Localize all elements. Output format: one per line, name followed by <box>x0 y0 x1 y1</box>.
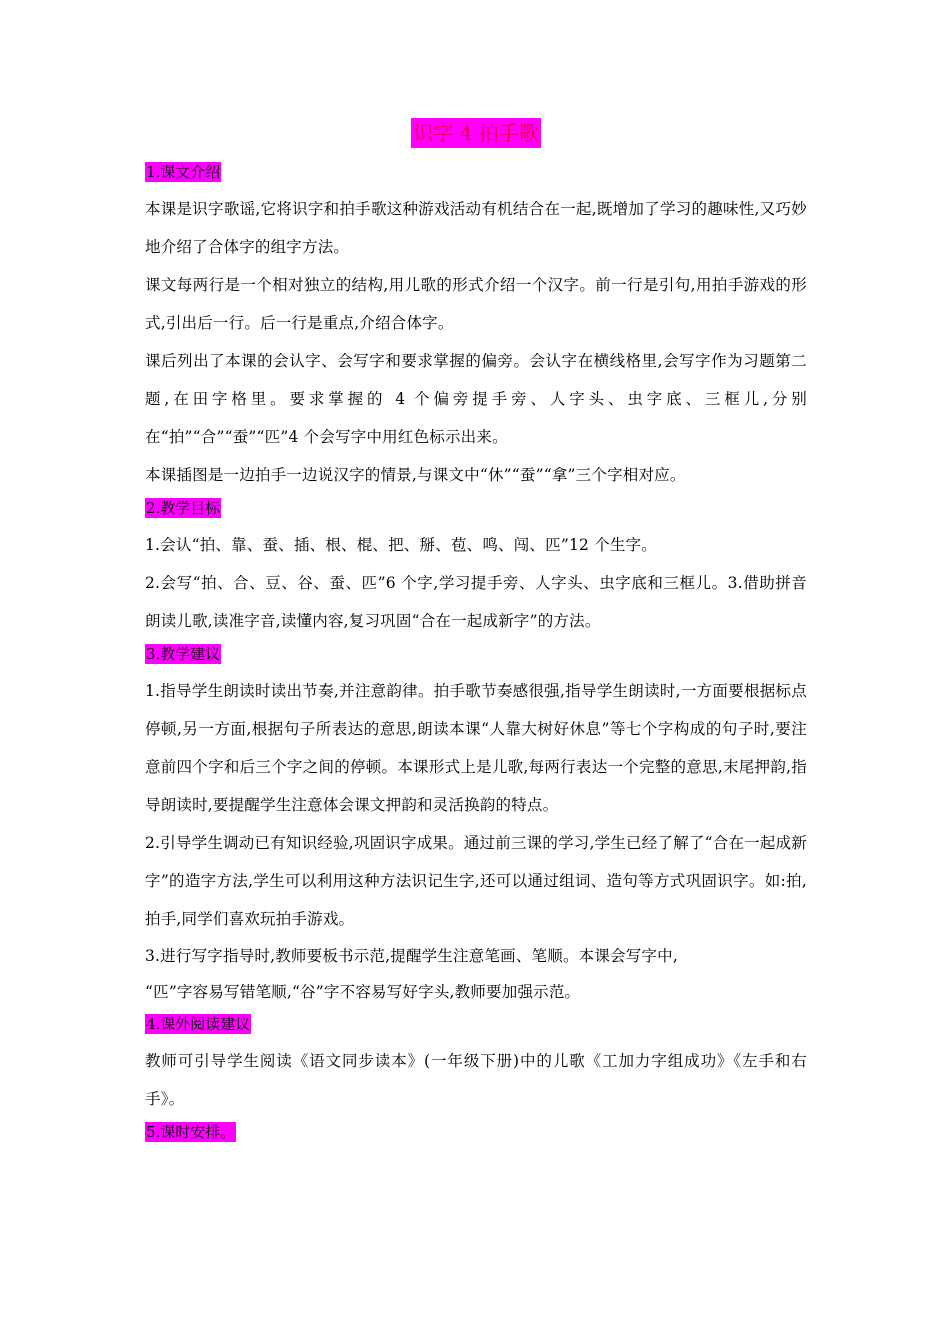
section-goals <box>145 494 807 640</box>
section-reading <box>145 1010 807 1118</box>
section-schedule <box>145 1118 807 1150</box>
page-title: 识字 4 拍手歌 <box>411 118 540 148</box>
paragraph: “匹”字容易写错笔顺,“谷”字不容易写好字头,教师要加强示范。 <box>145 983 581 1001</box>
paragraph: 教师可引导学生阅读《语文同步读本》(一年级下册)中的儿歌《工加力字组成功》《左手和右手》。 <box>145 1052 807 1108</box>
paragraph: 2.会写“拍、合、豆、谷、蚕、匹”6 个字,学习提手旁、人字头、虫字底和三框儿。3.借助拼音朗读儿歌,读准字音,读懂内容,复习巩固“合在一起成新字”的方法。 <box>145 574 807 630</box>
paragraph: 2.引导学生调动已有知识经验,巩固识字成果。通过前三课的学习,学生已经了解了“合在一起成新字”的造字方法,学生可以利用这种方法识记生字,还可以通过组词、造句等方式巩固识字。如:拍,拍手,同学们喜欢玩拍手游戏。 <box>145 834 807 928</box>
paragraph: 本课插图是一边拍手一边说汉字的情景,与课文中“休”“蚕”“拿”三个字相对应。 <box>145 466 686 484</box>
section-heading: 1.课文介绍 <box>146 163 221 181</box>
section-heading: 2.教学目标 <box>146 499 221 517</box>
paragraph: 3.进行写字指导时,教师要板书示范,提醒学生注意笔画、笔顺。本课会写字中, <box>145 947 678 965</box>
paragraph: 课后列出了本课的会认字、会写字和要求掌握的偏旁。会认字在横线格里,会写字作为习题第二题,在田字格里。要求掌握的 4 个偏旁提手旁、人字头、虫字底、三框儿,分别在“拍”“合”“蚕”“匹”4 个会写字中用红色标示出来。 <box>145 352 807 446</box>
section-suggestions <box>145 640 807 1010</box>
section-heading: 4.课外阅读建议 <box>146 1015 251 1033</box>
section-heading: 5.课时安排。 <box>146 1123 236 1141</box>
document-page <box>145 118 807 1150</box>
paragraph: 1.会认“拍、靠、蚕、插、根、棍、把、掰、苞、鸣、闯、匹”12 个生字。 <box>145 536 657 554</box>
paragraph: 本课是识字歌谣,它将识字和拍手歌这种游戏活动有机结合在一起,既增加了学习的趣味性,又巧妙地介绍了合体字的组字方法。 <box>145 200 807 256</box>
title-row <box>145 118 807 158</box>
paragraph: 课文每两行是一个相对独立的结构,用儿歌的形式介绍一个汉字。前一行是引句,用拍手游戏的形式,引出后一行。后一行是重点,介绍合体字。 <box>145 276 807 332</box>
section-heading: 3.教学建议 <box>146 645 221 663</box>
paragraph: 1.指导学生朗读时读出节奏,并注意韵律。拍手歌节奏感很强,指导学生朗读时,一方面要根据标点停顿,另一方面,根据句子所表达的意思,朗读本课“人靠大树好休息”等七个字构成的句子时,要注意前四个字和后三个字之间的停顿。本课形式上是儿歌,每两行表达一个完整的意思,末尾押韵,指导朗读时,要提醒学生注意体会课文押韵和灵活换韵的特点。 <box>145 682 807 814</box>
section-intro <box>145 158 807 494</box>
